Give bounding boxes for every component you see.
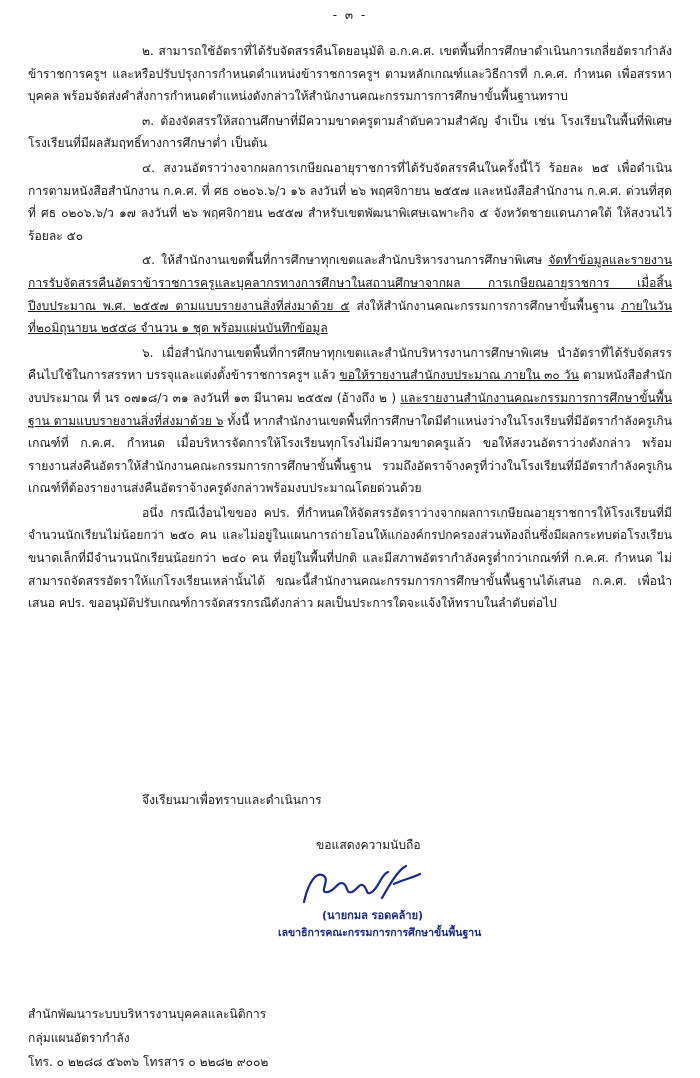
- underlined-text: ภายในวันที่๒๐มิถุนายน ๒๕๕๘ จำนวน ๑ ชุด พร้อมแผ่นบันทึกข้อมูล: [28, 298, 672, 336]
- paragraph: [28, 342, 672, 500]
- paragraph-text: ๒. สามารถใช้อัตราที่ได้รับจัดสรรคืนโดยอนุมัติ อ.ก.ค.ศ. เขตพื้นที่การศึกษาดำเนินการเกลี่ยอัตรากำลังข้าราชการครูฯ และหรือปรับปรุงการกำหนดตำแหน่งข้าราชการครูฯ ตามหลักเกณฑ์และวิธีการที่ ก.ค.ศ. กำหนด เพื่อสรรหาบุคคล พร้อมจัดส่งคำสั่งการกำหนดตำแหน่งดังกล่าวให้สำนักงานคณะกรรมการการศึกษาขั้นพื้นฐานทราบ: [28, 44, 672, 104]
- paragraph: [28, 110, 672, 155]
- paragraph: [28, 157, 672, 247]
- paragraph-text: ทั้งนี้ หากสำนักงานเขตพื้นที่การศึกษาใดมีตำแหน่งว่างในโรงเรียนที่มีอัตรากำลังครูเกินเกณฑ์ที่ ก.ค.ศ. กำหนด เมื่อบริหารจัดการให้โรงเรียนทุกโรงไม่มีความขาดครูแล้ว ขอให้สงวนอัตราว่างดังกล่าว พร้อมรายงานส่งคืนอัตราให้สำนักงานคณะกรรมการการศึกษาขั้นพื้นฐาน รวมถึงอัตราจ้างครูที่ว่างในโรงเรียนที่มีอัตรากำลังครูเกินเกณฑ์ที่ต้องรายงานส่งคืนอัตราจ้างครูดังกล่าวพร้อมงบประมาณโดยด่วนด้วย: [28, 413, 672, 496]
- underlined-text: และรายงานสำนักงานคณะกรรมการการศึกษาขั้นพื้นฐาน ตามแบบรายงานสิ่งที่ส่งมาด้วย ๖: [28, 390, 672, 428]
- signer-title: เลขาธิการคณะกรรมการการศึกษาขั้นพื้นฐาน: [278, 927, 482, 939]
- footer-group: กลุ่มแผนอัตรากำลัง: [28, 1031, 130, 1045]
- footer-phone: โทร. ๐ ๒๒๘๘ ๕๖๓๖ โทรสาร ๐ ๒๒๘๒ ๙๐๐๒: [28, 1055, 269, 1069]
- letter-body: [28, 40, 672, 617]
- paragraph-text: อนึ่ง กรณีเงื่อนไขของ คปร. ที่กำหนดให้จัดสรรอัตราว่างจากผลการเกษียณอายุราชการให้โรงเรียนที่มีจำนวนนักเรียนไม่น้อยกว่า ๒๕๐ คน และไม่อยู่ในแผนการถ่ายโอนให้แก่องค์กรปกครองส่วนท้องถิ่นซึ่งมีผลกระทบต่อโรงเรียนขนาดเล็กที่มีจำนวนนักเรียนน้อยกว่า ๒๔๐ คน ที่อยู่ในพื้นที่ปกติ และมีสภาพอัตรากำลังครูต่ำกว่าเกณฑ์ที่ ก.ค.ศ. กำหนด ไม่สามารถจัดสรรอัตราให้แก่โรงเรียนเหล่านั้นได้ ขณะนี้สำนักงานคณะกรรมการการศึกษาขั้นพื้นฐานได้เสนอ ก.ค.ศ. เพื่อนำเสนอ คปร. ขออนุมัติปรับเกณฑ์การจัดสรรกรณีดังกล่าว ผลเป็นประการใดจะแจ้งให้ทราบในลำดับต่อไป: [28, 505, 672, 611]
- paragraph-text: ๕. ให้สำนักงานเขตพื้นที่การศึกษาทุกเขตและสำนักบริหารงานการศึกษาพิเศษ: [142, 253, 549, 268]
- closing-respect: ขอแสดงความนับถือ: [316, 838, 421, 852]
- paragraph: [28, 40, 672, 108]
- closing-line: จึงเรียนมาเพื่อทราบและดำเนินการ: [142, 793, 322, 807]
- paragraph: [28, 249, 672, 339]
- paragraph-text: ส่งให้สำนักงานคณะกรรมการการศึกษาขั้นพื้นฐาน: [349, 298, 621, 313]
- page-number: - ๓ -: [332, 8, 368, 22]
- paragraph: [28, 502, 672, 615]
- underlined-text: จัดทำข้อมูลและรายงานการรับจัดสรรคืนอัตราข้าราชการครูและบุคลากรทางการศึกษาในสถานศึกษาจากผล การเกษียณอายุราชการ เมื่อสิ้นปีงบประมาณ พ.ศ. ๒๕๕๗ ตามแบบรายงานสิ่งที่ส่งมาด้วย ๕: [28, 253, 672, 313]
- footer-office: สำนักพัฒนาระบบบริหารงานบุคคลและนิติการ: [28, 1007, 267, 1021]
- paragraph-text: ๖. เมื่อสำนักงานเขตพื้นที่การศึกษาทุกเขตและสำนักบริหารงานการศึกษาพิเศษ นำอัตราที่ได้รับจัดสรรคืนไปใช้ในการสรรหา บรรจุและแต่งตั้งข้าราชการครูฯ แล้ว: [28, 345, 672, 383]
- paragraph-text: ตามหนังสือสำนักงบประมาณ ที่ นร ๐๗๑๘/ว ๓๑ ลงวันที่ ๑๓ มีนาคม ๒๕๕๗ (อ้างถึง ๒ ): [28, 368, 673, 405]
- signature-block: [260, 836, 520, 946]
- signer-name: (นายกมล รอดคล้าย): [322, 909, 424, 922]
- footer-contact: [28, 1002, 268, 1074]
- handwritten-signature: [298, 854, 428, 914]
- underlined-text: ขอให้รายงานสำนักงบประมาณ ภายใน ๓๐ วัน: [339, 368, 579, 383]
- paragraph-text: ๓. ต้องจัดสรรให้สถานศึกษาที่มีความขาดครูตามลำดับความสำคัญ จำเป็น เช่น โรงเรียนในพื้นที่พิเศษ โรงเรียนที่มีผลสัมฤทธิ์ทางการศึกษาต่ำ เป็นต้น: [28, 113, 672, 151]
- paragraph-text: ๔. สงวนอัตราว่างจากผลการเกษียณอายุราชการที่ได้รับจัดสรรคืนในครั้งนี้ไว้ ร้อยละ ๒๕ เพื่อดำเนินการตามหนังสือสำนักงาน ก.ค.ศ. ที่ ศธ ๐๒๐๖.๖/ว ๑๖ ลงวันที่ ๒๖ พฤศจิกายน ๒๕๕๗ และหนังสือสำนักงาน ก.ค.ศ. ด่วนที่สุด ที่ ศธ ๐๒๐๖.๖/ว ๑๗ ลงวันที่ ๒๖ พฤศจิกายน ๒๕๕๗ สำหรับเขตพัฒนาพิเศษเฉพาะกิจ ๕ จังหวัดชายแดนภาคใต้ ให้สงวนไว้ ร้อยละ ๕๐: [28, 160, 672, 243]
